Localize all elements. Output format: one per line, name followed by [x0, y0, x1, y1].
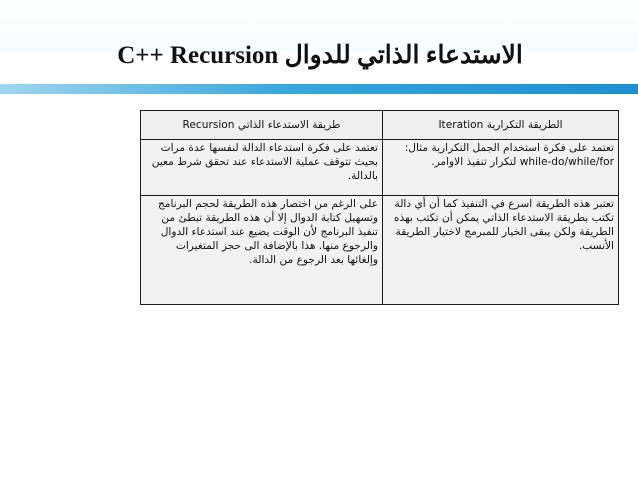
header-iteration: الطريقة التكرارية Iteration [383, 111, 619, 140]
cell-iteration-performance: تعتبر هذه الطريقة اسرع في التنفيذ كما أن أي دالة تكتب بطريقة الاستدعاء الذاتي يمكن أن تكتب بهذه الطريقة ولكن يبقى الخيار للمبرمج لاختيار الطريقة الأنسب. [383, 196, 619, 305]
slide-title: الاستدعاء الذاتي للدوال C++ Recursion [117, 42, 523, 69]
table-row [141, 140, 619, 196]
table-row [141, 196, 619, 305]
cell-recursion-performance: على الرغم من اختصار هذه الطريقة لحجم البرنامج وتسهيل كتابة الدوال إلا أن هذه الطريقة تبطئ من تنفيذ البرنامج لأن الوقت يضيع عند استدعاء الدوال والرجوع منها. هذا بالإضافة الى حجز المتغيرات وإلغائها بعد الرجوع من الدالة. [141, 196, 383, 305]
header-recursion: طريقة الاستدعاء الذاتي Recursion [141, 111, 383, 140]
title-accent-bar [0, 84, 638, 94]
table-header-row [141, 111, 619, 140]
cell-iteration-definition: تعتمد على فكرة استخدام الجمل التكرارية مثال: while-do/while/for لتكرار تنفيذ الاوامر. [383, 140, 619, 196]
cell-recursion-definition: تعتمد على فكرة استدعاء الدالة لنفسها عدة مرات بحيث تتوقف عملية الاستدعاء عند تحقق شرط معين بالدالة. [141, 140, 383, 196]
comparison-table-container [140, 110, 618, 305]
comparison-table [140, 110, 619, 305]
